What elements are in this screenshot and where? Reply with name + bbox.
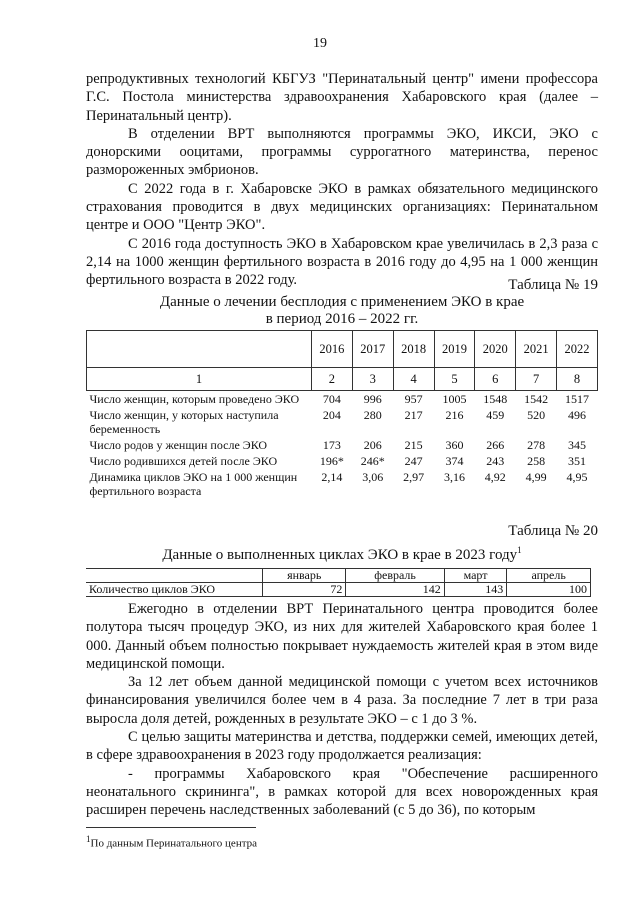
cell-value: 247 — [404, 454, 423, 468]
table19-col-number: 8 — [557, 368, 598, 391]
table19-caption: Таблица № 19 — [508, 277, 598, 293]
table20-month: март — [444, 569, 507, 583]
cell-value: 1005 — [442, 392, 467, 406]
cell-value: 72 — [263, 583, 346, 597]
paragraph: С целью защиты материнства и детства, поддержки семей, имеющих детей, в сфере здравоохранения в 2023 году продолжается реализация: — [86, 729, 598, 764]
table19-col-number: 2 — [312, 368, 353, 391]
cell-value: 280 — [363, 408, 382, 422]
cell-value: 215 — [404, 438, 423, 452]
paragraph: - программы Хабаровского края "Обеспечение расширенного неонатального скрининга", в рамках которой для всех новорожденных края расширен перечень наследственных заболеваний (с 5 до 36), по которым — [86, 765, 598, 819]
table-row — [87, 469, 598, 499]
table19-col-number: 3 — [352, 368, 393, 391]
cell-value: 360 — [445, 438, 464, 452]
table19-corner — [87, 331, 312, 368]
row-label: Количество циклов ЭКО — [86, 583, 263, 597]
cell-value: 4,92 — [484, 470, 506, 484]
row-label: Число родившихся детей после ЭКО — [89, 454, 278, 468]
footnote-text: По данным Перинатального центра — [90, 837, 258, 850]
paragraph: Ежегодно в отделении ВРТ Перинатального центра проводится более полутора тысяч процедур ЭКО, из них для жителей Хабаровского края более 1 000. Данный объем полностью покрывает нуждаемость жителей края в этом виде медицинской помощи. — [86, 601, 598, 672]
table19-year: 2019 — [434, 331, 475, 368]
table20-month: февраль — [346, 569, 444, 583]
cell-value: 704 — [322, 392, 341, 406]
paragraph: За 12 лет объем данной медицинской помощи с учетом всех источников финансирования увеличился более чем в 4 раза. За последние 7 лет в три раза выросла доля детей, рожденных в результате ЭКО – с 1 до 3 %. — [86, 674, 598, 727]
table19-title — [86, 294, 598, 328]
table20-header-row — [86, 569, 591, 583]
footnote-mark: 1 — [86, 834, 91, 844]
table19-col-number: 5 — [434, 368, 475, 391]
table19-year: 2022 — [557, 331, 598, 368]
table-row — [87, 407, 598, 437]
cell-value: 100 — [507, 583, 591, 597]
cell-value: 496 — [568, 408, 587, 422]
table20-data-row — [86, 583, 591, 597]
table20-caption: Таблица № 20 — [508, 523, 598, 539]
table19-col-number: 7 — [516, 368, 557, 391]
cell-value: 142 — [346, 583, 444, 597]
table20-month: апрель — [507, 569, 591, 583]
paragraph: С 2022 года в г. Хабаровске ЭКО в рамках обязательного медицинского страхования проводится в двух медицинских организациях: Перинатальном центре и ООО "Центр ЭКО". — [86, 180, 598, 234]
cell-value: 3,16 — [443, 470, 465, 484]
table20-month: январь — [263, 569, 346, 583]
table19-block — [86, 276, 598, 499]
cell-value: 143 — [444, 583, 507, 597]
table20-corner — [86, 569, 263, 583]
cell-value: 1542 — [524, 392, 549, 406]
body-text-bottom — [86, 600, 598, 820]
table19-col-number: 6 — [475, 368, 516, 391]
table19-year: 2016 — [312, 331, 353, 368]
cell-value: 2,97 — [403, 470, 425, 484]
cell-value: 278 — [527, 438, 546, 452]
cell-value: 1517 — [565, 392, 590, 406]
table19-col-number: 4 — [393, 368, 434, 391]
table19-col-number: 1 — [87, 368, 312, 391]
cell-value: 216 — [445, 408, 464, 422]
cell-value: 204 — [322, 408, 341, 422]
cell-value: 459 — [486, 408, 505, 422]
cell-value: 996 — [363, 392, 382, 406]
table-row — [87, 453, 598, 469]
cell-value: 4,99 — [525, 470, 547, 484]
table-row — [87, 391, 598, 408]
cell-value: 2,14 — [321, 470, 343, 484]
table19-title-line2: в период 2016 – 2022 гг. — [265, 311, 419, 327]
cell-value: 374 — [445, 454, 464, 468]
table20 — [86, 568, 591, 597]
cell-value: 243 — [486, 454, 505, 468]
body-text-top — [86, 70, 598, 290]
table20-title: Данные о выполненных циклах ЭКО в крае в 2023 году — [162, 547, 518, 563]
footnote-ref: 1 — [517, 545, 522, 555]
cell-value: 3,06 — [362, 470, 384, 484]
row-label: Число родов у женщин после ЭКО — [89, 438, 268, 452]
table19-year: 2020 — [475, 331, 516, 368]
row-label: Число женщин, которым проведено ЭКО — [89, 392, 300, 406]
page-number: 19 — [313, 36, 327, 51]
paragraph: С 2016 года доступность ЭКО в Хабаровском крае увеличилась в 2,3 раза с 2,14 на 1000 женщин фертильного возраста в 2016 году до 4,95 на 1 000 женщин фертильного возраста в 2022 году. — [86, 235, 598, 289]
cell-value: 206 — [363, 438, 382, 452]
footnote — [86, 834, 257, 850]
cell-value: 246* — [360, 454, 385, 468]
row-label: Число женщин, у которых наступила беременность — [89, 408, 279, 436]
table19-year: 2018 — [393, 331, 434, 368]
cell-value: 351 — [568, 454, 587, 468]
paragraph: В отделении ВРТ выполняются программы ЭКО, ИКСИ, ЭКО с донорскими ооцитами, программы суррогатного материнства, перенос размороженных эмбрионов. — [86, 125, 598, 179]
table19-number-row — [87, 368, 598, 391]
table19 — [86, 330, 598, 499]
table20-block — [86, 522, 598, 597]
cell-value: 258 — [527, 454, 546, 468]
cell-value: 196* — [319, 454, 344, 468]
cell-value: 345 — [568, 438, 587, 452]
table19-header-row — [87, 331, 598, 368]
table19-year: 2021 — [516, 331, 557, 368]
footnote-divider — [86, 827, 256, 828]
cell-value: 4,95 — [566, 470, 588, 484]
cell-value: 520 — [527, 408, 546, 422]
cell-value: 1548 — [483, 392, 508, 406]
cell-value: 957 — [404, 392, 423, 406]
cell-value: 173 — [322, 438, 341, 452]
cell-value: 266 — [486, 438, 505, 452]
row-label: Динамика циклов ЭКО на 1 000 женщин фертильного возраста — [89, 470, 298, 498]
cell-value: 217 — [404, 408, 423, 422]
table19-title-line1: Данные о лечении бесплодия с применением ЭКО в крае — [159, 294, 525, 310]
table19-year: 2017 — [352, 331, 393, 368]
table20-title-wrap — [86, 542, 598, 564]
paragraph: репродуктивных технологий КБГУЗ "Перинатальный центр" имени профессора Г.С. Постола министерства здравоохранения Хабаровского края (далее – Перинатальный центр). — [86, 71, 598, 124]
table-row — [87, 437, 598, 453]
